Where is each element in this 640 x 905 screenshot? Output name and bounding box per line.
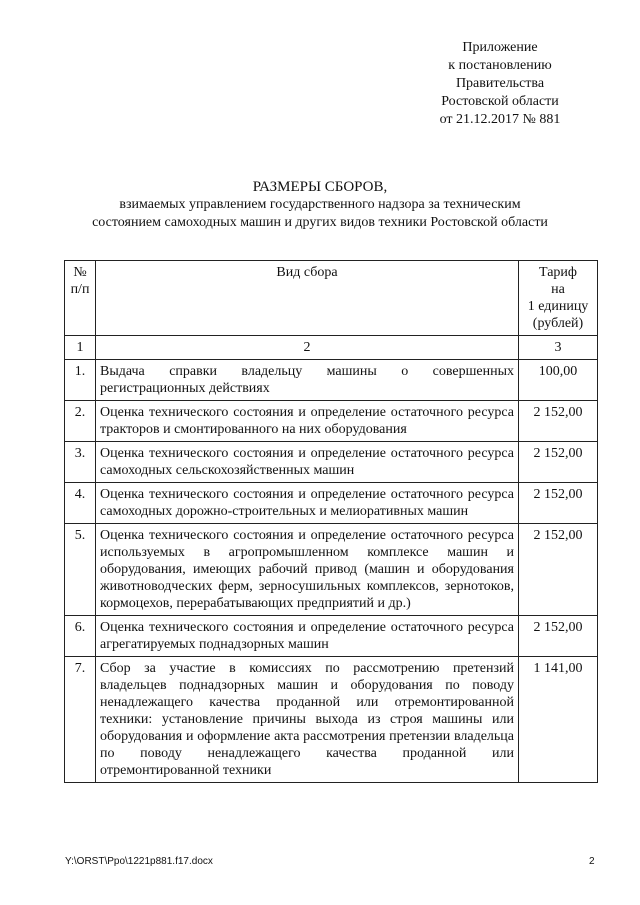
appendix-line: Приложение — [462, 40, 538, 55]
table-row — [65, 442, 598, 483]
row-tariff: 2 152,00 — [519, 483, 598, 524]
column-number: 2 — [96, 336, 519, 360]
header-tariff: Тариф на 1 единицу (рублей) — [519, 261, 598, 336]
row-text: Оценка технического состояния и определение остаточного ресурса самоходных сельскохозяйственных машин — [96, 442, 519, 483]
row-text: Выдача справки владельцу машины о совершенных регистрационных действиях — [96, 360, 519, 401]
table-row — [65, 360, 598, 401]
table-row — [65, 483, 598, 524]
document-title — [60, 178, 580, 232]
row-tariff: 2 152,00 — [519, 442, 598, 483]
row-text: Оценка технического состояния и определение остаточного ресурса самоходных дорожно-строительных и мелиоративных машин — [96, 483, 519, 524]
fees-table — [64, 260, 598, 783]
table-row — [65, 657, 598, 783]
row-num: 2. — [65, 401, 96, 442]
title-subtitle-line: взимаемых управлением государственного надзора за техническим — [119, 197, 521, 212]
table-row — [65, 616, 598, 657]
row-tariff: 2 152,00 — [519, 401, 598, 442]
row-text: Оценка технического состояния и определение остаточного ресурса агрегатируемых поднадзорных машин — [96, 616, 519, 657]
row-tariff: 2 152,00 — [519, 524, 598, 616]
column-number: 1 — [65, 336, 96, 360]
table-header-row — [65, 261, 598, 336]
title-main: РАЗМЕРЫ СБОРОВ, — [252, 179, 388, 195]
row-num: 3. — [65, 442, 96, 483]
appendix-line: Правительства — [455, 76, 545, 91]
row-tariff: 100,00 — [519, 360, 598, 401]
page-number: 2 — [589, 856, 595, 867]
column-number: 3 — [519, 336, 598, 360]
row-num: 4. — [65, 483, 96, 524]
header-type: Вид сбора — [96, 261, 519, 336]
appendix-line: Ростовской области — [441, 94, 559, 109]
row-text: Оценка технического состояния и определение остаточного ресурса тракторов и смонтированного на них оборудования — [96, 401, 519, 442]
appendix-block — [400, 39, 600, 129]
header-num: № п/п — [65, 261, 96, 336]
row-tariff: 1 141,00 — [519, 657, 598, 783]
row-tariff: 2 152,00 — [519, 616, 598, 657]
footer-file-path: Y:\ORST\Ppo\1221p881.f17.docx — [65, 856, 213, 867]
table-row — [65, 401, 598, 442]
row-num: 1. — [65, 360, 96, 401]
column-number-row — [65, 336, 598, 360]
row-num: 5. — [65, 524, 96, 616]
appendix-line: от 21.12.2017 № 881 — [439, 112, 561, 127]
row-num: 6. — [65, 616, 96, 657]
row-text: Оценка технического состояния и определение остаточного ресурса используемых в агропромышленном комплексе машин и оборудования, имеющих рабочий привод (машин и оборудования животноводческих ферм, зерносушильных комплексов, зернотоков, кормоцехов, перерабатывающих предприятий и др.) — [96, 524, 519, 616]
title-subtitle-line: состоянием самоходных машин и других видов техники Ростовской области — [92, 215, 548, 230]
table-row — [65, 524, 598, 616]
row-text: Сбор за участие в комиссиях по рассмотрению претензий владельцев поднадзорных машин и оборудования по поводу ненадлежащего качества проданной или отремонтированной техники: установление причины выхода из строя машины или оборудования и оформление акта рассмотрения претензии владельца по поводу ненадлежащего качества проданной или отремонтированной техники — [96, 657, 519, 783]
appendix-line: к постановлению — [448, 58, 552, 73]
row-num: 7. — [65, 657, 96, 783]
